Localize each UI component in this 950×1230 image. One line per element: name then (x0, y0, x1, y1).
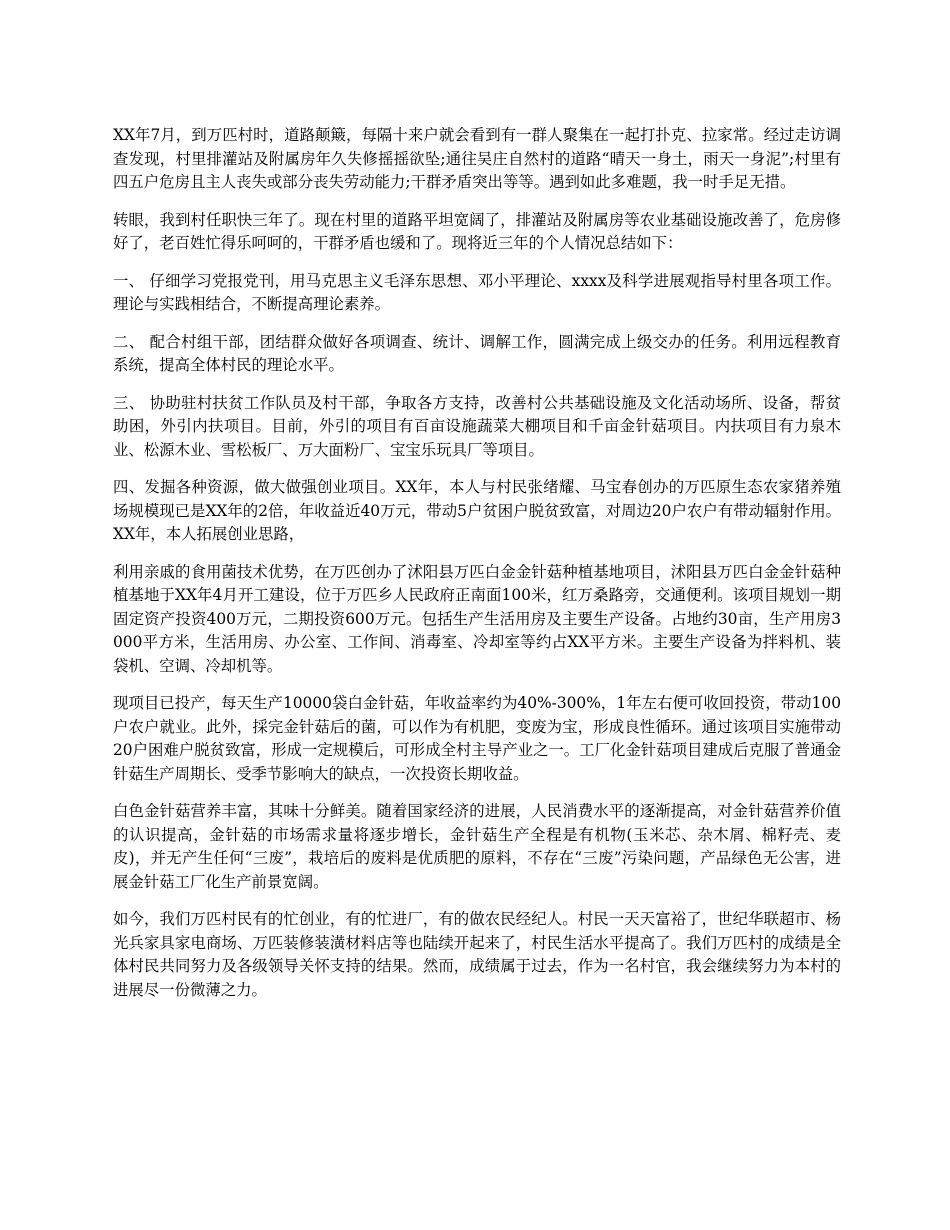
paragraph-2: 转眼，我到村任职快三年了。现在村里的道路平坦宽阔了，排灌站及附属房等农业基础设施改善了，危房修好了，老百姓忙得乐呵呵的，干群矛盾也缓和了。现将近三年的个人情况总结如下： (113, 210, 841, 252)
document-body (113, 124, 841, 1016)
paragraph-7: 利用亲戚的食用菌技术优势，在万匹创办了沭阳县万匹白金金针菇种植基地项目，沭阳县万匹白金金针菇种植基地于XX年4月开工建设，位于万匹乡人民政府正南面100米，红万桑路旁，交通便利。该项目规划一期固定资产投资400万元，二期投资600万元。包括生产生活用房及主要生产设备。占地约30亩，生产用房3000平方米，生活用房、办公室、工作间、消毒室、冷却室等约占XX平方米。主要生产设备为拌料机、装袋机、空调、冷却机等。 (113, 562, 841, 675)
paragraph-3: 一、 仔细学习党报党刊，用马克思主义毛泽东思想、邓小平理论、xxxx及科学进展观指导村里各项工作。理论与实践相结合，不断提高理论素养。 (113, 271, 841, 313)
paragraph-1: XX年7月，到万匹村时，道路颠簸，每隔十来户就会看到有一群人聚集在一起打扑克、拉家常。经过走访调查发现，村里排灌站及附属房年久失修摇摇欲坠;通往吴庄自然村的道路“晴天一身土，雨天一身泥”;村里有四五户危房且主人丧失或部分丧失劳动能力;干群矛盾突出等等。遇到如此多难题，我一时手足无措。 (113, 126, 841, 191)
paragraph-4: 二、 配合村组干部，团结群众做好各项调查、统计、调解工作，圆满完成上级交办的任务。利用远程教育系统，提高全体村民的理论水平。 (113, 332, 841, 374)
paragraph-8: 现项目已投产，每天生产10000袋白金针菇，年收益率约为40%-300%，1年左右便可收回投资，带动100户农户就业。此外，採完金针菇后的菌，可以作为有机肥，变废为宝，形成良性循环。通过该项目实施带动20户困难户脱贫致富，形成一定规模后，可形成全村主导产业之一。工厂化金针菇项目建成后克服了普通金针菇生产周期长、受季节影响大的缺点，一次投资长期收益。 (113, 694, 841, 783)
paragraph-5: 三、 协助驻村扶贫工作队员及村干部，争取各方支持，改善村公共基础设施及文化活动场所、设备，帮贫助困，外引内扶项目。目前，外引的项目有百亩设施蔬菜大棚项目和千亩金针菇项目。内扶项目有力泉木业、松源木业、雪松板厂、万大面粉厂、宝宝乐玩具厂等项目。 (113, 393, 841, 459)
paragraph-6: 四、发掘各种资源，做大做强创业项目。XX年，本人与村民张绪耀、马宝春创办的万匹原生态农家猪养殖场规模现已是XX年的2倍，年收益近40万元，带动5户贫困户脱贫致富，对周边20户农户有带动辐射作用。XX年，本人拓展创业思路， (113, 478, 841, 543)
paragraph-10: 如今，我们万匹村民有的忙创业，有的忙进厂，有的做农民经纪人。村民一天天富裕了，世纪华联超市、杨光兵家具家电商场、万匹装修装潢材料店等也陆续开起来了，村民生活水平提高了。我们万匹村的成绩是全体村民共同努力及各级领导关怀支持的结果。然而，成绩属于过去，作为一名村官，我会继续努力为本村的进展尽一份微薄之力。 (113, 910, 841, 999)
paragraph-9: 白色金针菇营养丰富，其味十分鲜美。随着国家经济的进展，人民消费水平的逐渐提高，对金针菇营养价值的认识提高，金针菇的市场需求量将逐步增长，金针菇生产全程是有机物(玉米芯、杂木屑、棉籽壳、麦皮)，并无产生任何“三废”，栽培后的废料是优质肥的原料，不存在“三废”污染问题，产品绿色无公害，进展金针菇工厂化生产前景宽阔。 (113, 802, 841, 891)
